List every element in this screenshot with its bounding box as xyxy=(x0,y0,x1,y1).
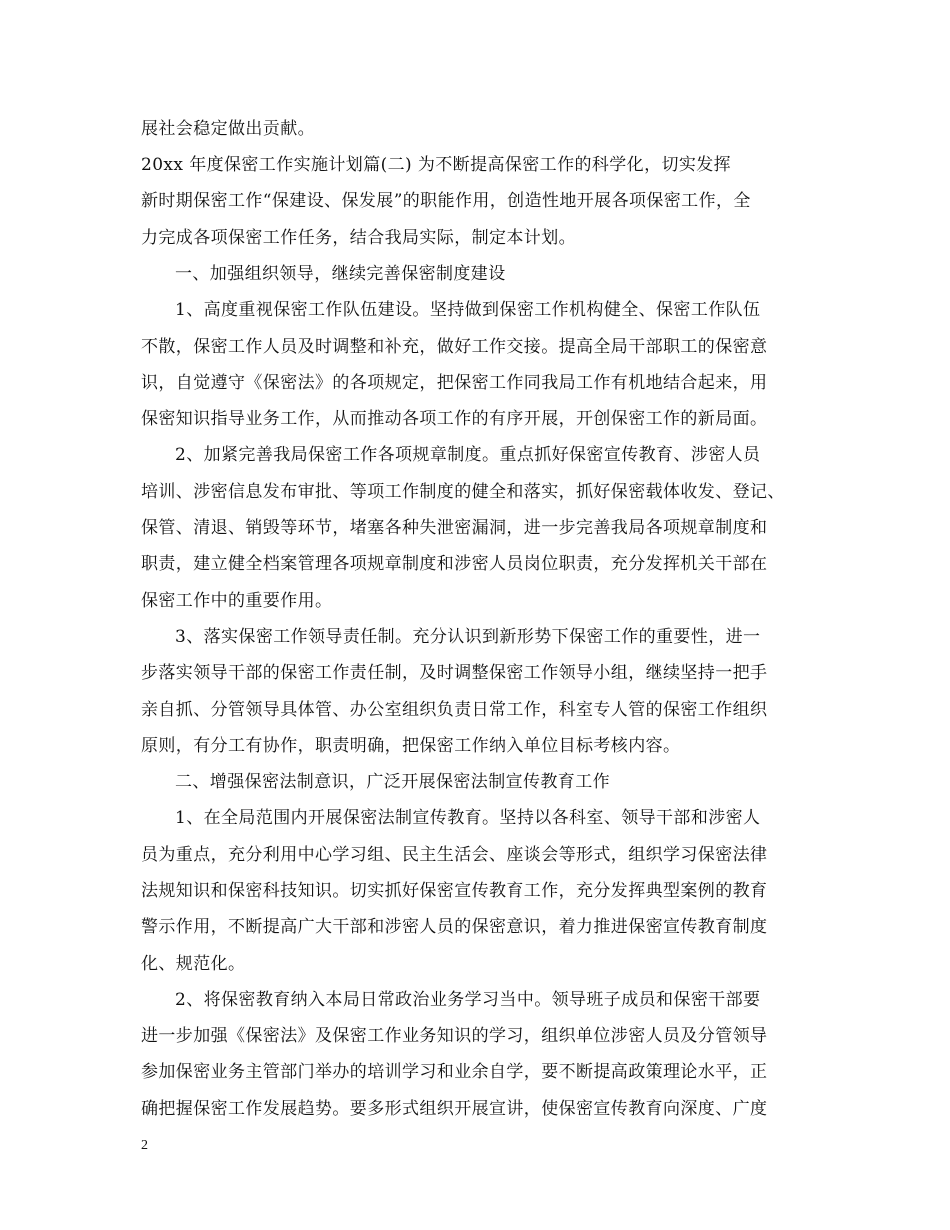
text-line: 员为重点，充分利用中心学习组、民主生活会、座谈会等形式，组织学习保密法律 xyxy=(141,845,768,865)
text-line: 参加保密业务主管部门举办的培训学习和业余自学，要不断提高政策理论水平，正 xyxy=(141,1062,768,1082)
text-line: 警示作用，不断提高广大干部和涉密人员的保密意识，着力推进保密宣传教育制度 xyxy=(141,917,768,937)
text-line: 保密知识指导业务工作，从而推动各项工作的有序开展，开创保密工作的新局面。 xyxy=(141,409,768,429)
text-line: 进一步加强《保密法》及保密工作业务知识的学习，组织单位涉密人员及分管领导 xyxy=(141,1026,768,1046)
text-line: 2、将保密教育纳入本局日常政治业务学习当中。领导班子成员和保密干部要 xyxy=(175,990,761,1010)
text-line: 步落实领导干部的保密工作责任制，及时调整保密工作领导小组，继续坚持一把手 xyxy=(141,663,768,683)
page-number: 2 xyxy=(141,1138,148,1153)
text-line: 职责，建立健全档案管理各项规章制度和涉密人员岗位职责，充分发挥机关干部在 xyxy=(141,554,768,574)
text-line: 1、在全局范围内开展保密法制宣传教育。坚持以各科室、领导干部和涉密人 xyxy=(175,808,761,828)
section-heading: 一、加强组织领导，继续完善保密制度建设 xyxy=(175,264,506,284)
text-line: 20xx 年度保密工作实施计划篇(二) 为不断提高保密工作的科学化，切实发挥 xyxy=(141,155,732,175)
text-line: 原则，有分工有协作，职责明确，把保密工作纳入单位目标考核内容。 xyxy=(141,736,681,756)
text-line: 不散，保密工作人员及时调整和补充，做好工作交接。提高全局干部职工的保密意 xyxy=(141,337,768,357)
text-line: 1、高度重视保密工作队伍建设。坚持做到保密工作机构健全、保密工作队伍 xyxy=(175,300,761,320)
text-line: 识，自觉遵守《保密法》的各项规定，把保密工作同我局工作有机地结合起来，用 xyxy=(141,373,768,393)
section-heading: 二、增强保密法制意识，广泛开展保密法制宣传教育工作 xyxy=(175,772,610,792)
text-line: 3、落实保密工作领导责任制。充分认识到新形势下保密工作的重要性，进一 xyxy=(175,627,761,647)
text-line: 亲自抓、分管领导具体管、办公室组织负责日常工作，科室专人管的保密工作组织 xyxy=(141,700,768,720)
text-line: 确把握保密工作发展趋势。要多形式组织开展宣讲，使保密宣传教育向深度、广度 xyxy=(141,1099,768,1119)
text-line: 力完成各项保密工作任务，结合我局实际，制定本计划。 xyxy=(141,228,576,248)
text-line: 展社会稳定做出贡献。 xyxy=(141,119,315,139)
text-line: 培训、涉密信息发布审批、等项工作制度的健全和落实，抓好保密载体收发、登记、 xyxy=(141,482,785,502)
text-line: 法规知识和保密科技知识。切实抓好保密宣传教育工作，充分发挥典型案例的教育 xyxy=(141,881,768,901)
text-line: 保管、清退、销毁等环节，堵塞各种失泄密漏洞，进一步完善我局各项规章制度和 xyxy=(141,518,768,538)
text-line: 2、加紧完善我局保密工作各项规章制度。重点抓好保密宣传教育、涉密人员 xyxy=(175,445,761,465)
text-line: 保密工作中的重要作用。 xyxy=(141,591,333,611)
text-line: 新时期保密工作“保建设、保发展”的职能作用，创造性地开展各项保密工作，全 xyxy=(141,191,751,211)
text-line: 化、规范化。 xyxy=(141,954,246,974)
